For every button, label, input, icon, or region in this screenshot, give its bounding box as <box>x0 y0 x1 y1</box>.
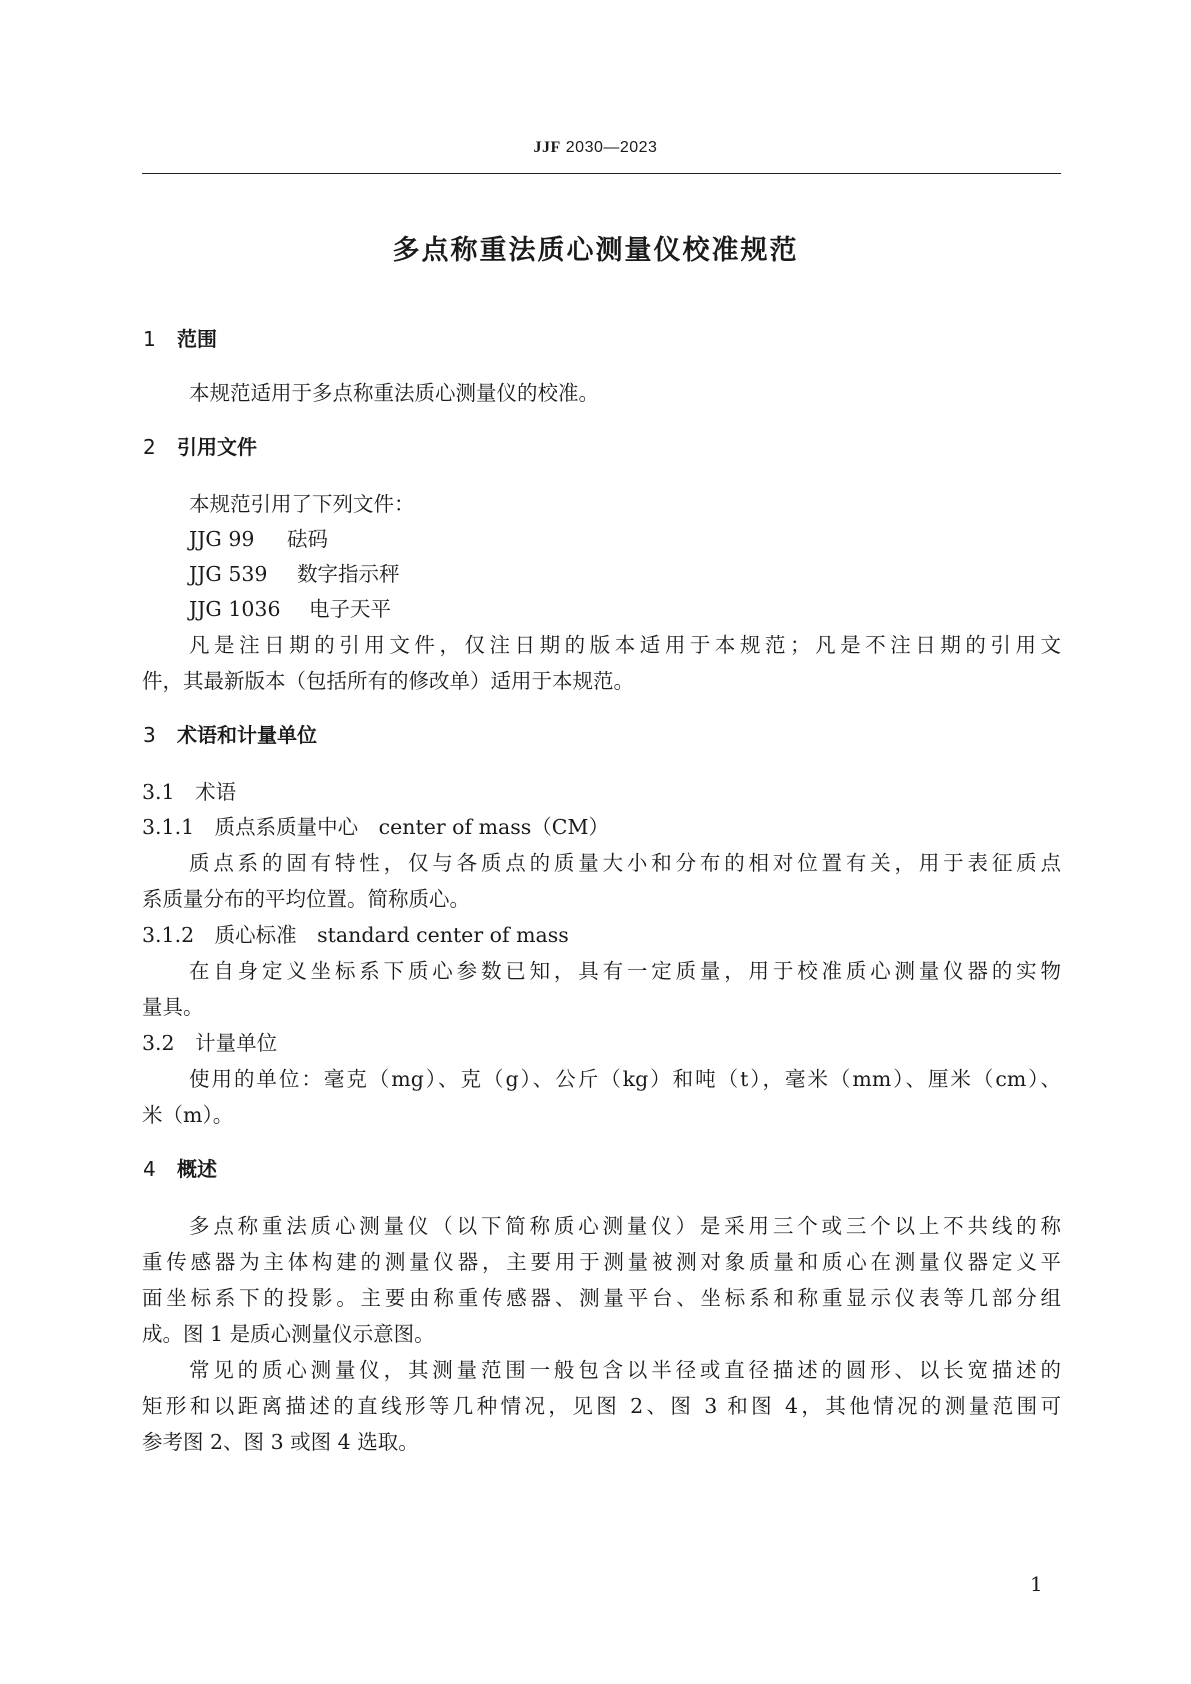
units-line: 使用的单位：毫克（mg）、克（g）、公斤（kg）和吨（t），毫米（mm）、厘米（cm）、 <box>189 1067 1061 1091</box>
term-3-1-2-definition-line: 量具。 <box>142 995 204 1019</box>
reference-item <box>189 592 391 622</box>
term-3-1-2: 3.1.2 质心标准 standard center of mass <box>142 923 569 947</box>
header-rule <box>142 173 1061 174</box>
section-title: 引用文件 <box>177 435 257 459</box>
section-1-paragraph: 本规范适用于多点称重法质心测量仪的校准。 <box>189 381 599 405</box>
header-prefix: JJF <box>533 139 561 156</box>
page-title: 多点称重法质心测量仪校准规范 <box>392 235 799 266</box>
header-code: 2030—2023 <box>565 139 658 156</box>
references-intro: 本规范引用了下列文件： <box>189 492 415 516</box>
section-number: 4 <box>143 1157 156 1181</box>
references-note-line: 件，其最新版本（包括所有的修改单）适用于本规范。 <box>142 669 634 693</box>
term-3-1-1-definition-line: 质点系的固有特性，仅与各质点的质量大小和分布的相对位置有关，用于表征质点 <box>189 851 1061 875</box>
term-3-1-1: 3.1.1 质点系质量中心 center of mass（CM） <box>142 815 609 839</box>
term-3-1-1-definition-line: 系质量分布的平均位置。简称质心。 <box>142 887 470 911</box>
reference-name: 数字指示秤 <box>297 562 400 586</box>
references-note-line: 凡是注日期的引用文件，仅注日期的版本适用于本规范；凡是不注日期的引用文 <box>189 633 1061 657</box>
section-1-heading <box>143 323 217 352</box>
standard-header <box>0 139 1191 157</box>
reference-code: JJG 1036 <box>189 597 281 621</box>
subsection-3-2: 3.2 计量单位 <box>142 1031 278 1055</box>
reference-code: JJG 99 <box>189 527 255 551</box>
section-3-heading <box>143 719 317 748</box>
section-title: 术语和计量单位 <box>177 723 317 747</box>
subsection-3-1: 3.1 术语 <box>142 780 237 804</box>
reference-code: JJG 539 <box>189 562 268 586</box>
reference-item <box>189 557 400 587</box>
section-number: 1 <box>143 327 156 351</box>
page-number: 1 <box>1030 1572 1043 1596</box>
overview-line: 参考图 2、图 3 或图 4 选取。 <box>142 1430 419 1454</box>
overview-line: 矩形和以距离描述的直线形等几种情况，见图 2、图 3 和图 4，其他情况的测量范围可 <box>142 1394 1061 1418</box>
reference-name: 电子天平 <box>309 597 391 621</box>
section-title: 概述 <box>177 1157 217 1181</box>
section-2-heading <box>143 431 257 460</box>
overview-line: 面坐标系下的投影。主要由称重传感器、测量平台、坐标系和称重显示仪表等几部分组 <box>142 1286 1061 1310</box>
overview-line: 成。图 1 是质心测量仪示意图。 <box>142 1322 435 1346</box>
reference-item <box>189 522 328 552</box>
section-title: 范围 <box>177 327 217 351</box>
overview-line: 常见的质心测量仪，其测量范围一般包含以半径或直径描述的圆形、以长宽描述的 <box>189 1358 1061 1382</box>
section-4-heading <box>143 1153 217 1182</box>
overview-line: 重传感器为主体构建的测量仪器，主要用于测量被测对象质量和质心在测量仪器定义平 <box>142 1250 1061 1274</box>
section-number: 3 <box>143 723 156 747</box>
overview-line: 多点称重法质心测量仪（以下简称质心测量仪）是采用三个或三个以上不共线的称 <box>189 1214 1061 1238</box>
term-3-1-2-definition-line: 在自身定义坐标系下质心参数已知，具有一定质量，用于校准质心测量仪器的实物 <box>189 959 1061 983</box>
reference-name: 砝码 <box>287 527 328 551</box>
units-line: 米（m）。 <box>142 1103 234 1127</box>
section-number: 2 <box>143 435 156 459</box>
